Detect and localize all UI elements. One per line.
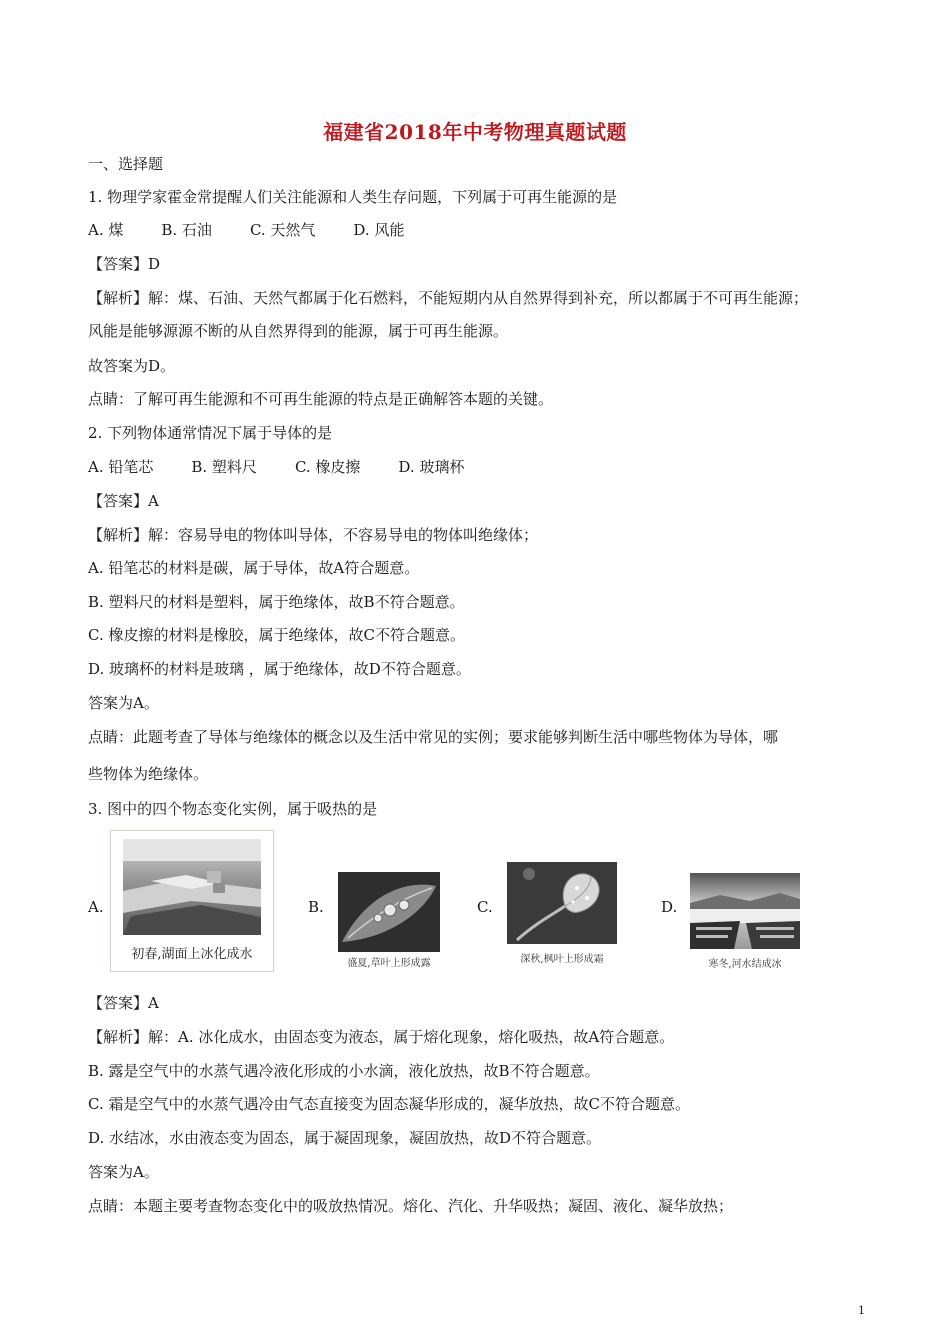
q3-caption-d: 寒冬,河水结成冰 — [708, 959, 782, 970]
q3-analysis-a: 【解析】解：A. 冰化成水，由固态变为液态，属于熔化现象，熔化吸热，故A符合题意。 — [88, 1028, 675, 1046]
q1-stem: 1. 物理学家霍金常提醒人们关注能源和人类生存问题，下列属于可再生能源的是 — [88, 188, 618, 206]
q3-picture-b — [338, 872, 440, 970]
q2-analysis-1: 【解析】解：容易导电的物体叫导体，不容易导电的物体叫绝缘体； — [88, 526, 539, 544]
q3-label-a: A. — [88, 898, 104, 916]
q1-option-b: B. 石油 — [161, 221, 212, 239]
q3-analysis-d: D. 水结冰，水由液态变为固态，属于凝固现象，凝固放热，故D不符合题意。 — [88, 1129, 602, 1147]
q2-option-b: B. 塑料尺 — [191, 458, 257, 476]
page-number: 1 — [858, 1304, 865, 1317]
q1-option-c: C. 天然气 — [249, 221, 316, 239]
q1-options — [88, 220, 404, 240]
q3-label-b: B. — [308, 898, 324, 916]
q2-option-d: D. 玻璃杯 — [398, 458, 465, 476]
q2-analysis-c: C. 橡皮擦的材料是橡胶，属于绝缘体，故C不符合题意。 — [88, 626, 465, 644]
q3-picture-a — [110, 830, 274, 972]
q2-options — [88, 457, 464, 477]
q3-label-c: C. — [477, 898, 493, 916]
q3-comment: 点睛：本题主要考查物态变化中的吸放热情况。熔化、汽化、升华吸热；凝固、液化、凝华放热； — [88, 1197, 734, 1215]
q2-stem: 2. 下列物体通常情况下属于导体的是 — [88, 424, 333, 442]
q3-picture-d — [690, 873, 800, 970]
frost-on-leaf-image — [507, 862, 617, 944]
q1-analysis-1: 【解析】解：煤、石油、天然气都属于化石燃料，不能短期内从自然界得到补充，所以都属于不可再生能源； — [88, 289, 809, 307]
section-heading: 一、选择题 — [88, 155, 164, 173]
q3-caption-a: 初春,湖面上冰化成水 — [131, 947, 253, 962]
q1-option-a: A. 煤 — [88, 221, 124, 239]
q2-comment-2: 些物体为绝缘体。 — [88, 765, 209, 783]
q2-answer: 【答案】A — [88, 492, 159, 510]
q1-option-d: D. 风能 — [353, 221, 405, 239]
q3-caption-b: 盛夏,草叶上形成露 — [347, 958, 431, 969]
q3-picture-c — [507, 862, 617, 970]
q2-analysis-d: D. 玻璃杯的材料是玻璃 ，属于绝缘体，故D不符合题意。 — [88, 660, 471, 678]
q3-analysis-c: C. 霜是空气中的水蒸气遇冷由气态直接变为固态凝华形成的，凝华放热，故C不符合题意。 — [88, 1095, 690, 1113]
q1-analysis-2: 风能是能够源源不断的从自然界得到的能源，属于可再生能源。 — [88, 322, 509, 340]
q2-analysis-b: B. 塑料尺的材料是塑料，属于绝缘体，故B不符合题意。 — [88, 593, 465, 611]
q2-analysis-a: A. 铅笔芯的材料是碳，属于导体，故A符合题意。 — [88, 559, 420, 577]
q2-comment-1: 点睛：此题考查了导体与绝缘体的概念以及生活中常见的实例；要求能够判断生活中哪些物体为导体，哪 — [88, 728, 779, 746]
q3-stem: 3. 图中的四个物态变化实例，属于吸热的是 — [88, 800, 378, 818]
frozen-river-image — [690, 873, 800, 949]
q2-conclusion: 答案为A。 — [88, 694, 159, 712]
q2-option-c: C. 橡皮擦 — [294, 458, 361, 476]
q1-comment: 点睛：了解可再生能源和不可再生能源的特点是正确解答本题的关键。 — [88, 390, 554, 408]
q1-conclusion: 故答案为D。 — [88, 357, 176, 375]
q1-answer: 【答案】D — [88, 255, 161, 273]
q2-option-a: A. 铅笔芯 — [88, 458, 154, 476]
q3-answer: 【答案】A — [88, 994, 159, 1012]
q3-analysis-b: B. 露是空气中的水蒸气遇冷液化形成的小水滴，液化放热，故B不符合题意。 — [88, 1062, 600, 1080]
page-title: 福建省2018年中考物理真题试题 — [323, 120, 627, 144]
q3-caption-c: 深秋,枫叶上形成霜 — [520, 954, 604, 965]
dew-on-leaf-image — [338, 872, 440, 952]
q3-conclusion: 答案为A。 — [88, 1163, 159, 1181]
q3-label-d: D. — [661, 898, 678, 916]
